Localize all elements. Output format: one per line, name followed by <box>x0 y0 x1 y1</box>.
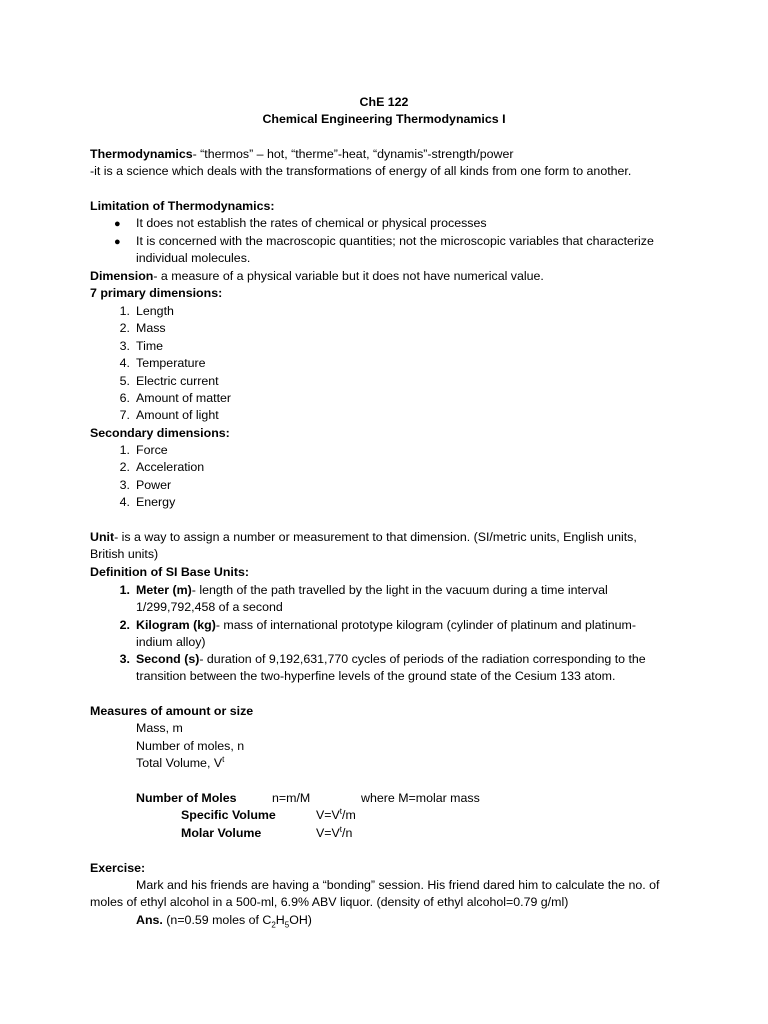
list-item-number: 5. <box>119 373 130 388</box>
exercise-heading: Exercise: <box>90 861 146 875</box>
thermodynamics-etymology: Thermodynamics- “thermos” – hot, “therme”-heat, “dynamis”-strength/power <box>90 147 514 161</box>
si-unit-definition: Kilogram (kg)- mass of international prototype kilogram (cylinder of platinum and platinum- <box>136 618 636 632</box>
list-item-number: 3. <box>119 338 130 353</box>
exercise-text-1: Mark and his friends are having a “bonding” session. His friend dared him to calculate the no. of <box>136 878 660 892</box>
list-item: Electric current <box>136 373 219 388</box>
unit-definition-cont: British units) <box>90 547 159 561</box>
list-item: Force <box>136 443 168 457</box>
specific-volume-formula: $V=V^t/m$ <box>316 806 356 822</box>
list-item: Power <box>136 477 172 492</box>
list-item: Time <box>136 338 164 353</box>
limitation-heading: Limitation of Thermodynamics: <box>90 199 275 213</box>
bullet-icon: ● <box>114 236 121 248</box>
si-unit-definition: Second (s)- duration of 9,192,631,770 cycles of periods of the radiation corresponding to the <box>136 652 646 666</box>
si-unit-definition-cont: transition between the two-hyperfine levels of the ground state of the Cesium 133 atom. <box>136 669 616 684</box>
exercise-text-2: moles of ethyl alcohol in a 500-ml, 6.9% ABV liquor. (density of ethyl alcohol=0.79 g/ml) <box>90 895 569 909</box>
list-item: Length <box>136 304 174 318</box>
list-item-number: 1. <box>119 443 130 457</box>
measure-total-volume: Total Volume, $V^t$ <box>136 754 225 770</box>
dimension-definition: Dimension- a measure of a physical variable but it does not have numerical value. <box>90 269 544 283</box>
list-item: Amount of matter <box>136 391 232 405</box>
si-unit-number: 3. <box>119 652 130 666</box>
limitation-bullet-1: It does not establish the rates of chemical or physical processes <box>136 216 487 230</box>
unit-definition: Unit- is a way to assign a number or measurement to that dimension. (SI/metric units, English units, <box>90 530 637 544</box>
si-unit-number: 1. <box>119 583 130 597</box>
list-item-number: 2. <box>119 321 130 336</box>
list-item: Amount of light <box>136 408 219 423</box>
specific-volume-label: Specific Volume <box>181 808 276 822</box>
list-item: Temperature <box>136 356 206 371</box>
limitation-bullet-2-cont: individual molecules. <box>136 251 251 265</box>
bullet-icon: ● <box>114 218 121 230</box>
list-item: Energy <box>136 495 176 510</box>
molar-volume-formula: $V=V^t/n$ <box>316 824 353 840</box>
list-item-number: 6. <box>119 391 130 405</box>
secondary-dimensions-heading: Secondary dimensions: <box>90 426 230 440</box>
molar-volume-label: Molar Volume <box>181 826 262 840</box>
measures-heading: Measures of amount or size <box>90 704 254 718</box>
list-item-number: 4. <box>119 356 130 371</box>
moles-note: where M=molar mass <box>361 791 480 805</box>
si-units-heading: Definition of SI Base Units: <box>90 565 250 579</box>
limitation-bullet-2: It is concerned with the macroscopic quantities; not the microscopic variables that characterize <box>136 234 654 248</box>
si-unit-definition-cont: indium alloy) <box>136 635 206 650</box>
si-unit-definition-cont: 1/299,792,458 of a second <box>136 600 283 615</box>
list-item-number: 2. <box>119 460 130 475</box>
measure-mass: Mass, m <box>136 721 183 735</box>
course-code: ChE 122 <box>359 95 409 109</box>
list-item-number: 3. <box>119 477 130 492</box>
moles-formula: n=m/M <box>272 791 311 805</box>
list-item-number: 7. <box>119 408 130 423</box>
exercise-answer: Ans. (n=0.59 moles of $C_2H_5OH$) <box>136 913 312 930</box>
measure-moles: Number of moles, n <box>136 739 245 753</box>
moles-label: Number of Moles <box>136 791 237 805</box>
list-item: Mass <box>136 321 166 336</box>
thermodynamics-definition: -it is a science which deals with the transformations of energy of all kinds from one form to another. <box>90 164 632 178</box>
course-title: Chemical Engineering Thermodynamics I <box>262 112 506 126</box>
list-item-number: 1. <box>119 304 130 318</box>
list-item: Acceleration <box>136 460 205 475</box>
si-unit-definition: Meter (m)- length of the path travelled by the light in the vacuum during a time interval <box>136 583 608 597</box>
primary-dimensions-heading: 7 primary dimensions: <box>90 286 223 300</box>
list-item-number: 4. <box>119 495 130 510</box>
si-unit-number: 2. <box>119 618 130 632</box>
